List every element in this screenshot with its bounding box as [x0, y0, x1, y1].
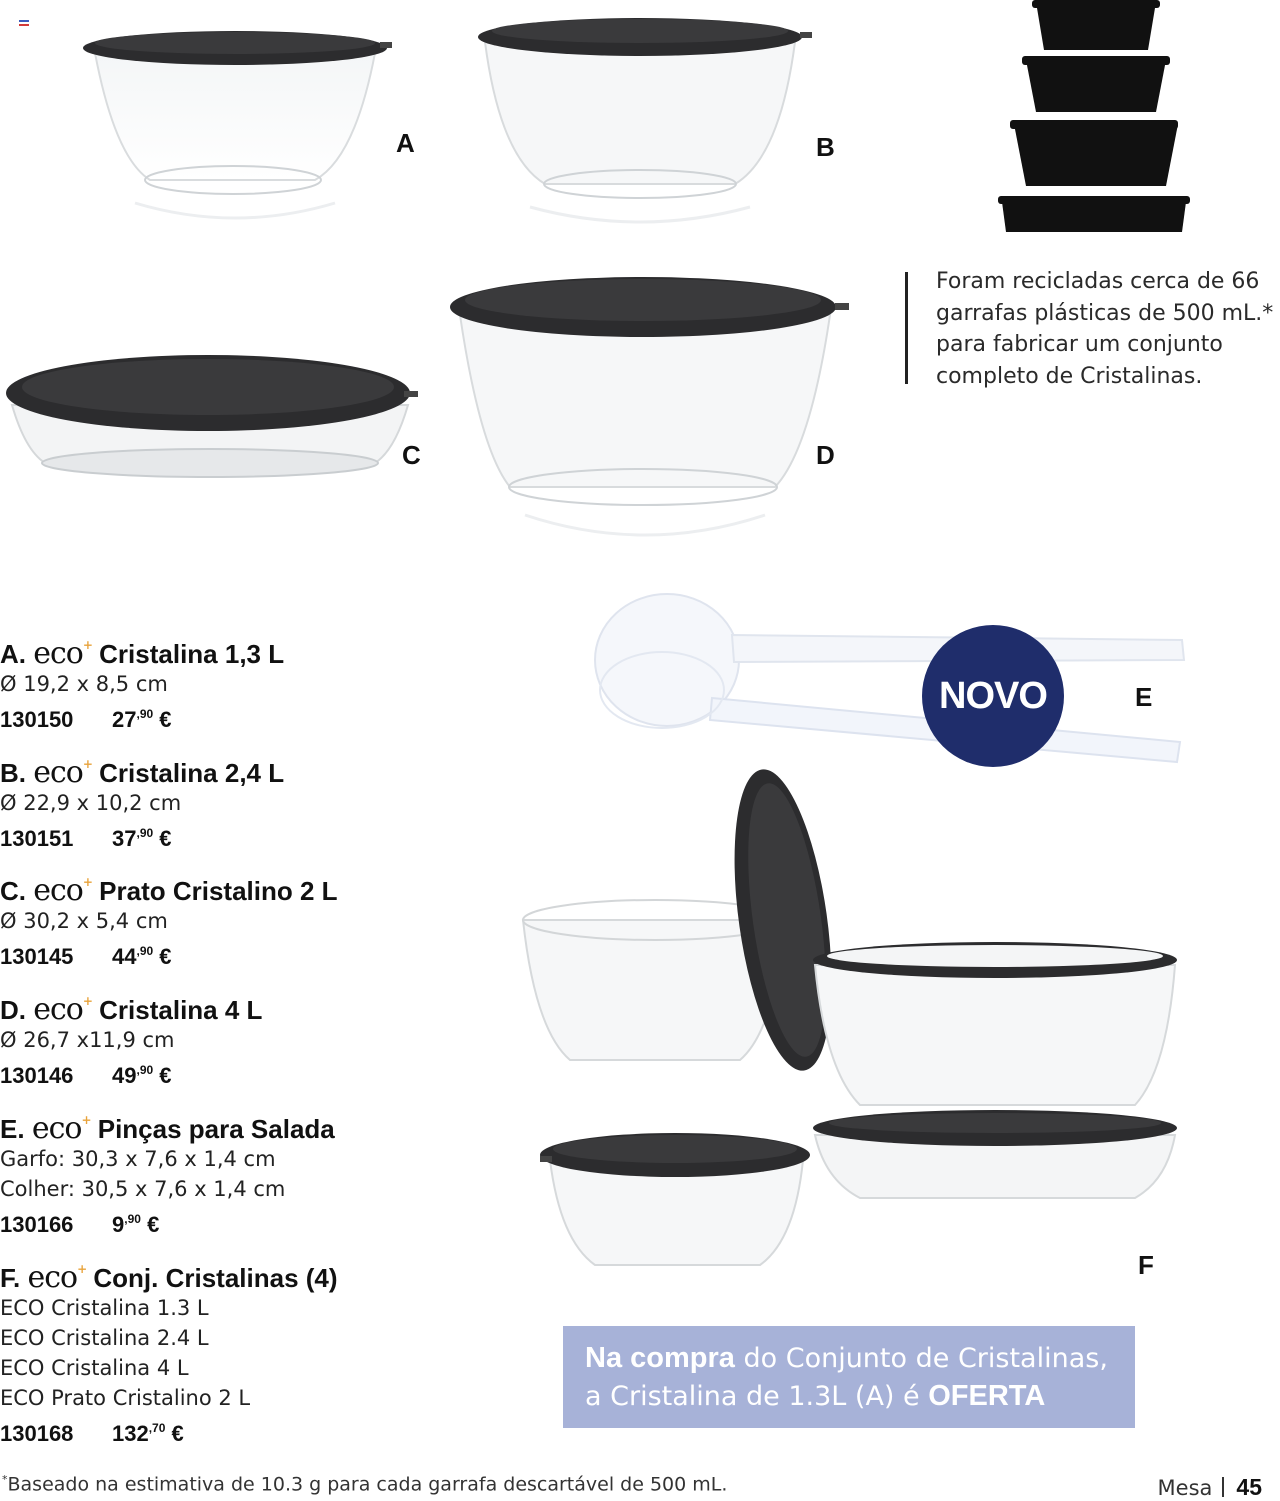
product-name: Prato Cristalino 2 L — [99, 876, 338, 906]
price-int: 49 — [112, 1063, 137, 1088]
price-cents: ,90 — [124, 1212, 141, 1226]
price-cents: ,90 — [136, 1063, 154, 1077]
product-code: 130151 — [0, 826, 74, 851]
product-detail: Ø 30,2 x 5,4 cm — [0, 909, 168, 933]
figure-letter-d: D — [816, 440, 835, 470]
bowl-d-image — [445, 265, 855, 565]
product-detail: Garfo: 30,3 x 7,6 x 1,4 cm — [0, 1147, 276, 1171]
product-b — [0, 749, 420, 854]
eco-text: eco — [33, 873, 83, 908]
product-price-row — [0, 818, 420, 854]
eco-logo — [33, 755, 92, 790]
eco-plus: + — [77, 1262, 87, 1276]
eco-plus: + — [81, 1113, 91, 1127]
eco-plus: + — [82, 994, 92, 1008]
product-detail: Ø 19,2 x 8,5 cm — [0, 672, 168, 696]
product-code: 130168 — [0, 1421, 74, 1446]
product-code: 130166 — [0, 1212, 74, 1237]
figure-letter-b: B — [816, 132, 835, 162]
product-letter: A. — [0, 639, 26, 669]
price-int: 9 — [112, 1212, 125, 1237]
section-name: Mesa — [1157, 1476, 1213, 1500]
offer-bold: Na compra — [585, 1342, 735, 1374]
recycle-note — [936, 266, 1276, 392]
page-number: 45 — [1236, 1474, 1262, 1500]
product-title — [0, 986, 420, 1025]
product-title — [0, 867, 420, 906]
product-detail: ECO Cristalina 1.3 L — [0, 1296, 209, 1320]
currency: € — [171, 1421, 184, 1446]
currency: € — [159, 707, 172, 732]
eco-text: eco — [33, 636, 83, 671]
eco-plus: + — [82, 638, 92, 652]
eco-text: eco — [33, 992, 83, 1027]
product-price-row — [0, 1204, 420, 1240]
product-name: Cristalina 1,3 L — [99, 639, 285, 669]
offer-box — [563, 1326, 1135, 1428]
eco-logo — [27, 1260, 86, 1295]
product-title — [0, 749, 420, 788]
offer-bold: OFERTA — [928, 1380, 1046, 1412]
currency: € — [159, 1063, 172, 1088]
eco-logo — [33, 636, 92, 671]
offer-line-1 — [585, 1342, 1108, 1375]
product-detail: Ø 22,9 x 10,2 cm — [0, 791, 182, 815]
bowl-a-image — [75, 8, 405, 238]
set-f-image — [515, 760, 1195, 1320]
eco-plus: + — [82, 875, 92, 889]
price-int: 37 — [112, 826, 137, 851]
price-cents: ,70 — [148, 1421, 166, 1435]
product-e — [0, 1105, 420, 1240]
eco-logo — [33, 992, 92, 1027]
footnote-text: Baseado na estimativa de 10.3 g para cada garrafa descartável de 500 mL. — [7, 1473, 728, 1496]
product-detail: ECO Cristalina 4 L — [0, 1356, 189, 1380]
figure-letter-c: C — [402, 440, 421, 470]
eco-logo — [32, 1111, 91, 1146]
eco-text: eco — [31, 1111, 82, 1146]
currency: € — [159, 944, 172, 969]
offer-line-2 — [585, 1380, 1045, 1413]
product-detail: ECO Prato Cristalino 2 L — [0, 1386, 251, 1410]
product-name: Pinças para Salada — [97, 1114, 335, 1144]
product-detail: ECO Cristalina 2.4 L — [0, 1326, 209, 1350]
recycle-note-line: garrafas plásticas de 500 mL.* — [936, 300, 1274, 326]
page-separator — [1222, 1477, 1224, 1497]
product-c — [0, 867, 420, 972]
recycle-note-line: completo de Cristalinas. — [936, 363, 1203, 389]
product-letter: C. — [0, 876, 26, 906]
footnote — [2, 1473, 727, 1495]
currency: € — [147, 1212, 160, 1237]
product-a — [0, 630, 420, 735]
eco-text: eco — [33, 755, 83, 790]
plate-c-image — [0, 345, 420, 515]
product-title — [0, 1254, 420, 1293]
product-letter: D. — [0, 995, 26, 1025]
price-int: 132 — [112, 1421, 149, 1446]
recycle-note-line: para fabricar um conjunto — [936, 332, 1223, 357]
product-letter: B. — [0, 758, 26, 788]
eco-plus: + — [82, 757, 92, 771]
price-int: 44 — [112, 944, 137, 969]
price-cents: ,90 — [136, 707, 154, 721]
product-title — [0, 630, 420, 669]
bowl-b-image — [470, 2, 830, 242]
product-code: 130150 — [0, 707, 74, 732]
product-letter: F. — [0, 1263, 21, 1293]
product-name: Cristalina 2,4 L — [99, 758, 285, 788]
novo-badge: NOVO — [922, 625, 1064, 767]
price-int: 27 — [112, 707, 137, 732]
offer-text: do Conjunto de Cristalinas, — [734, 1343, 1108, 1374]
product-price-row — [0, 699, 420, 735]
footnote-mark: * — [2, 1473, 8, 1486]
product-price-row — [0, 936, 420, 972]
currency: € — [159, 826, 172, 851]
product-name: Cristalina 4 L — [99, 995, 263, 1025]
recycle-note-line: Foram recicladas cerca de 66 — [936, 269, 1260, 294]
figure-letter-e: E — [1135, 682, 1153, 712]
eco-logo — [33, 873, 92, 908]
price-cents: ,90 — [136, 826, 154, 840]
recycle-note-bar — [905, 272, 908, 384]
product-code: 130146 — [0, 1063, 74, 1088]
salad-tongs-image — [592, 590, 1192, 770]
product-code: 130145 — [0, 944, 74, 969]
stacked-containers-icon — [998, 0, 1194, 236]
product-letter: E. — [0, 1114, 25, 1144]
product-detail: Colher: 30,5 x 7,6 x 1,4 cm — [0, 1177, 286, 1201]
flag-icon — [19, 20, 29, 26]
page-info — [1158, 1474, 1262, 1501]
product-f — [0, 1254, 420, 1449]
product-price-row — [0, 1055, 420, 1091]
offer-text: a Cristalina de 1.3L (A) é — [585, 1381, 929, 1412]
product-price-row — [0, 1413, 420, 1449]
product-detail: Ø 26,7 x11,9 cm — [0, 1028, 175, 1052]
figure-letter-a: A — [396, 128, 415, 158]
price-cents: ,90 — [136, 944, 154, 958]
figure-letter-f: F — [1138, 1250, 1154, 1280]
product-name: Conj. Cristalinas (4) — [93, 1263, 338, 1293]
product-title — [0, 1105, 420, 1144]
product-d — [0, 986, 420, 1091]
eco-text: eco — [27, 1260, 78, 1295]
